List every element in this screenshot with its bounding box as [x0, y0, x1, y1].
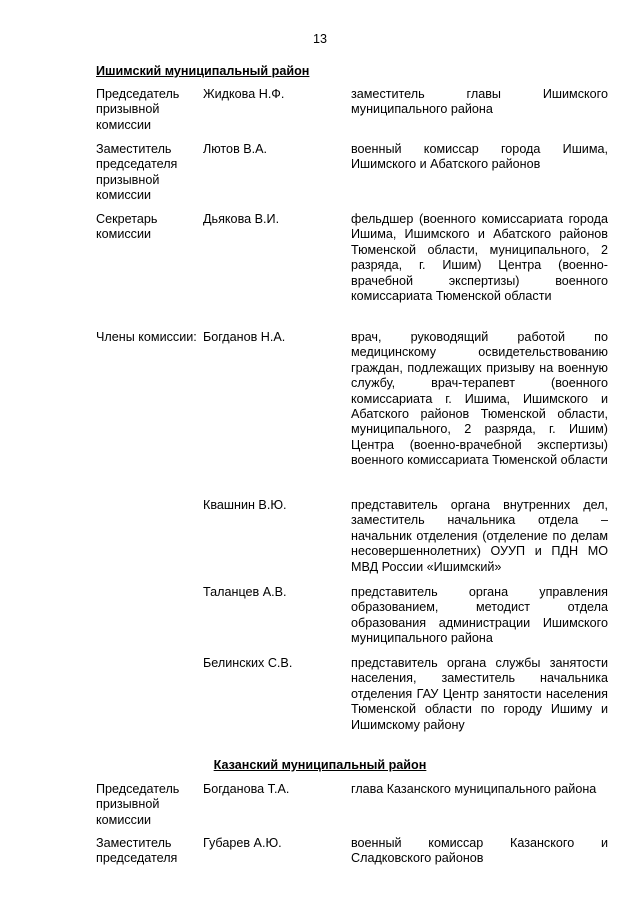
member-description: представитель органа службы занятости населения, заместитель начальника отделения ГАУ Центр занятости населения Тюменской области по городу Ишиму и Ишимскому району	[351, 656, 608, 732]
member-role: Председатель призывной комиссии	[96, 87, 180, 132]
section-title: Ишимский муниципальный район	[96, 64, 310, 78]
member-role: Секретарь комиссии	[96, 212, 158, 242]
member-name: Белинских С.В.	[203, 656, 293, 670]
member-name: Жидкова Н.Ф.	[203, 87, 285, 101]
member-name: Дьякова В.И.	[203, 212, 280, 226]
member-description: фельдшер (военного комиссариата города Ишима, Ишимского и Абатского районов Тюменской области, муниципального, 2 разряда, г. Ишим) Центра (военно-врачебной экспертизы) военного комиссариата Тюменской области	[351, 212, 608, 304]
member-description: врач, руководящий работой по медицинскому освидетельствованию граждан, подлежащих призыву на военную службу, врач-терапевт (военного комиссариата г. Ишима, Ишимского и Абатского районов Тюменской области, муниципального, 2 разряда, г. Ишим) Центра (военно-врачебной экспертизы) военного комиссариата Тюменской области	[351, 330, 608, 468]
member-description: военный комиссар Казанского и Сладковского районов	[351, 836, 608, 866]
member-description: заместитель главы Ишимского муниципального района	[351, 87, 608, 117]
member-role: Председатель призывной комиссии	[96, 782, 180, 827]
member-name: Таланцев А.В.	[203, 585, 287, 599]
member-name: Богданов Н.А.	[203, 330, 286, 344]
member-role: Заместитель председателя призывной комиссии	[96, 142, 178, 203]
page-number: 13	[312, 32, 327, 46]
member-name: Губарев А.Ю.	[203, 836, 282, 850]
member-role: Заместитель председателя	[96, 836, 178, 866]
member-name: Богданова Т.А.	[203, 782, 290, 796]
member-role: Члены комиссии:	[96, 330, 197, 344]
member-name: Квашнин В.Ю.	[203, 498, 287, 512]
member-description: глава Казанского муниципального района	[351, 782, 597, 796]
member-description: представитель органа управления образованием, методист отдела образования администрации Ишимского муниципального района	[351, 585, 608, 646]
member-description: военный комиссар города Ишима, Ишимского и Абатского районов	[351, 142, 608, 172]
section-title: Казанский муниципальный район	[213, 758, 427, 772]
member-name: Лютов В.А.	[203, 142, 268, 156]
member-description: представитель органа внутренних дел, заместитель начальника отдела – начальник отделения (отделение по делам несовершеннолетних) ОУУП и ПДН МО МВД России «Ишимский»	[351, 498, 608, 574]
